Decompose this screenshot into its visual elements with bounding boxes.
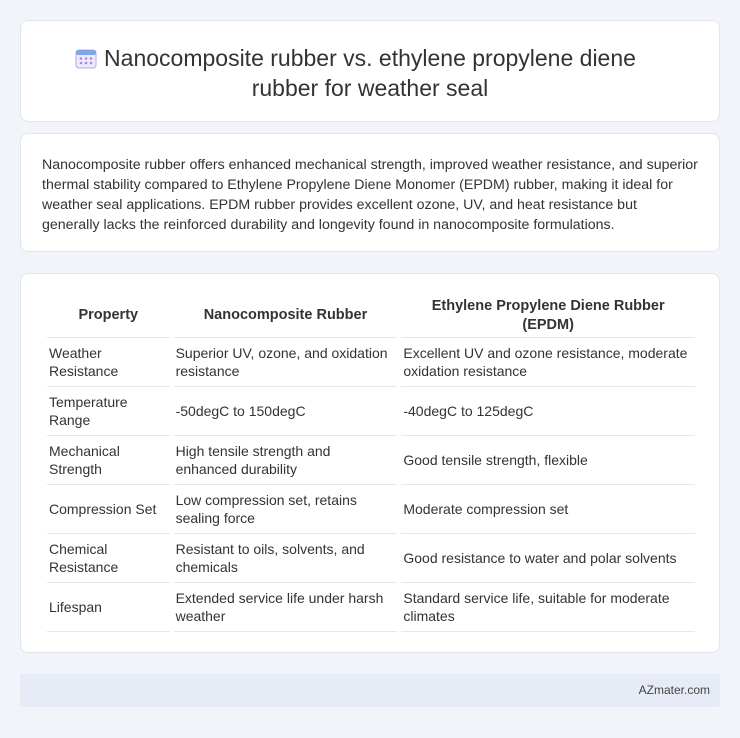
row-epdm-value: Good tensile strength, flexible (401, 436, 695, 485)
page-title-line-1: Nanocomposite rubber vs. ethylene propylene diene (104, 45, 636, 71)
row-property: Chemical Resistance (47, 534, 170, 583)
row-property: Weather Resistance (47, 338, 170, 387)
page-title-line-2: rubber for weather seal (251, 75, 489, 101)
header-nanocomposite: Nanocomposite Rubber (174, 294, 398, 338)
summary-text: Nanocomposite rubber offers enhanced mechanical strength, improved weather resistance, and superior thermal stability compared to Ethylene Propylene Diene Monomer (EPDM) rubber, making it ideal for weather seal applications. EPDM rubber provides excellent ozone, UV, and heat resistance but generally lacks the reinforced durability and longevity found in nanocomposite formulations. (42, 157, 698, 233)
comparison-table (43, 294, 699, 632)
footer-site-link[interactable]: AZmater.com (638, 683, 710, 697)
summary-card (20, 133, 720, 252)
row-epdm-value: Standard service life, suitable for moderate climates (401, 583, 695, 632)
header-epdm: Ethylene Propylene Diene Rubber (EPDM) (401, 294, 695, 338)
row-nanocomposite-value: High tensile strength and enhanced durability (174, 436, 398, 485)
table-row (47, 534, 695, 583)
footer-bar (20, 674, 720, 707)
row-nanocomposite-value: Extended service life under harsh weather (174, 583, 398, 632)
table-row (47, 436, 695, 485)
page-title (21, 43, 719, 103)
title-card (20, 20, 720, 122)
comparison-table-card (20, 273, 720, 653)
table-row (47, 583, 695, 632)
row-nanocomposite-value: Low compression set, retains sealing force (174, 485, 398, 534)
row-nanocomposite-value: Resistant to oils, solvents, and chemicals (174, 534, 398, 583)
row-nanocomposite-value: Superior UV, ozone, and oxidation resistance (174, 338, 398, 387)
header-property: Property (47, 294, 170, 338)
table-row (47, 387, 695, 436)
table-row (47, 485, 695, 534)
row-property: Mechanical Strength (47, 436, 170, 485)
row-epdm-value: Excellent UV and ozone resistance, moderate oxidation resistance (401, 338, 695, 387)
row-epdm-value: -40degC to 125degC (401, 387, 695, 436)
row-nanocomposite-value: -50degC to 150degC (174, 387, 398, 436)
table-header-row (47, 294, 695, 338)
row-epdm-value: Good resistance to water and polar solvents (401, 534, 695, 583)
row-property: Temperature Range (47, 387, 170, 436)
row-property: Lifespan (47, 583, 170, 632)
table-row (47, 338, 695, 387)
row-property: Compression Set (47, 485, 170, 534)
row-epdm-value: Moderate compression set (401, 485, 695, 534)
